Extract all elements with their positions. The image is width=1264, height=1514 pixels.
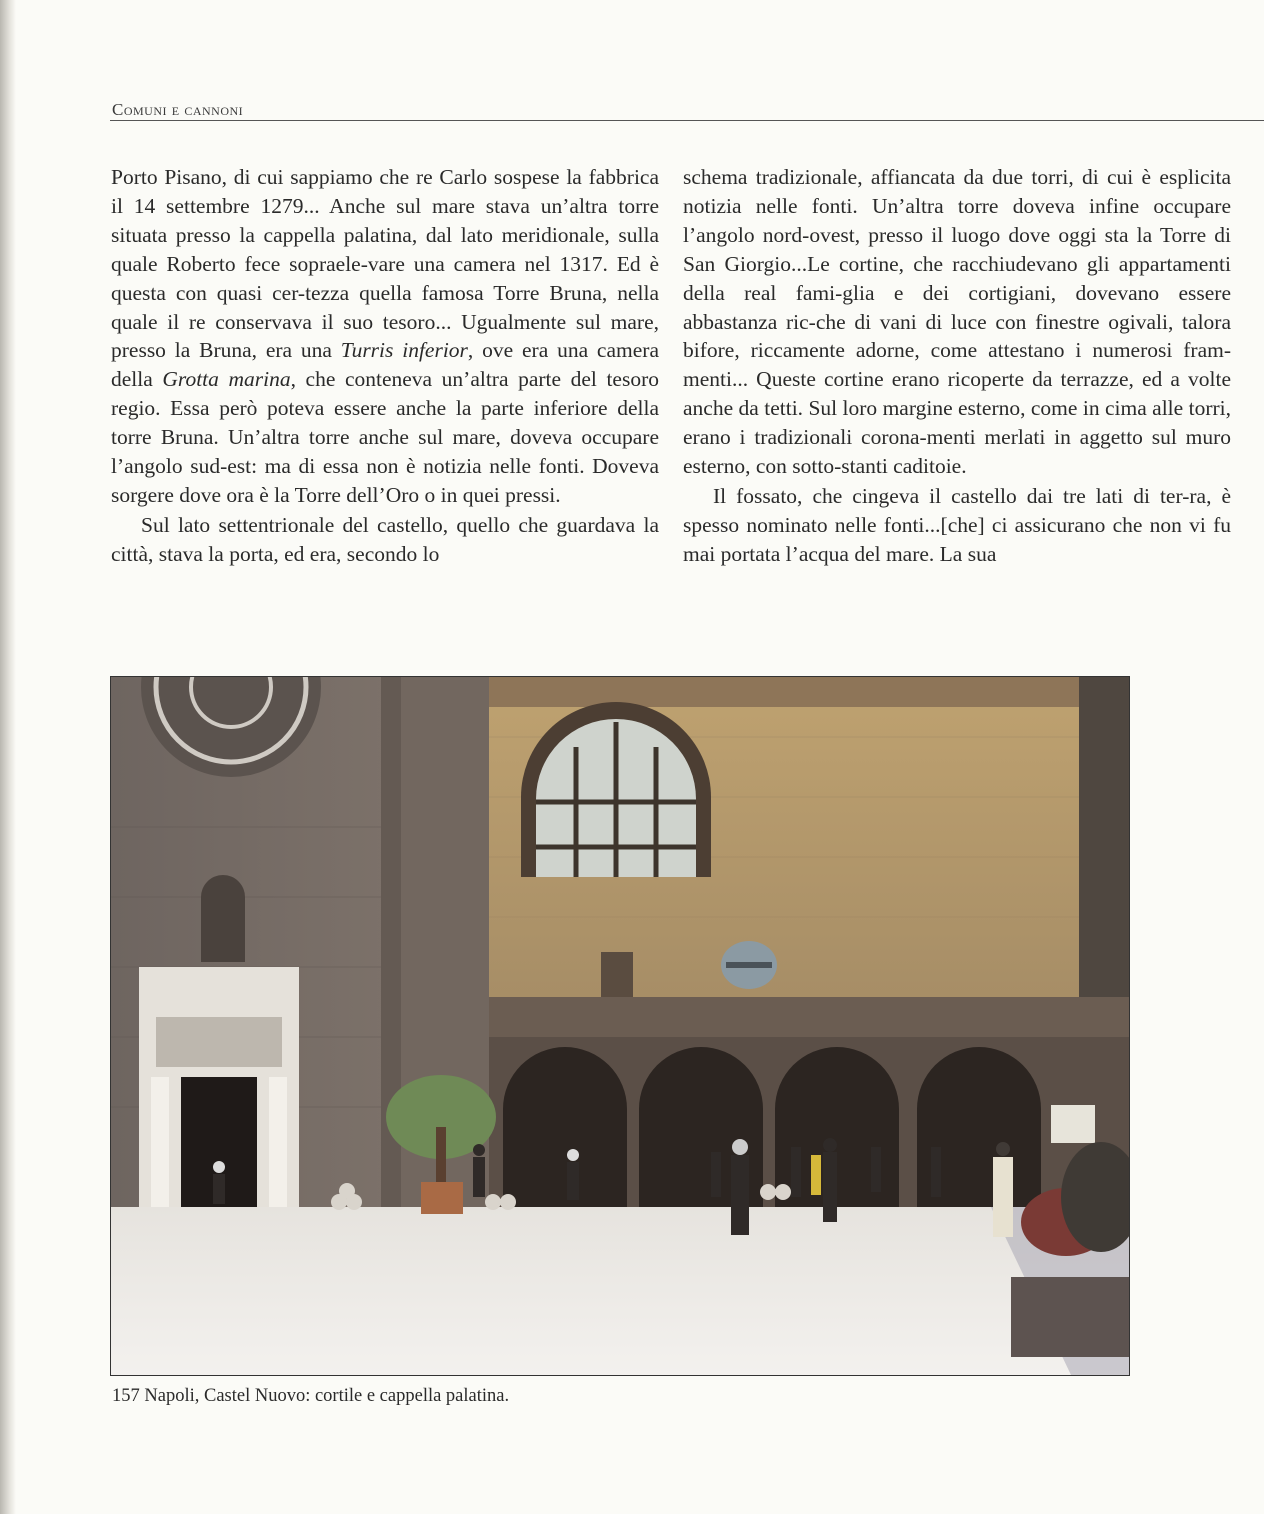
paragraph-left-1	[111, 163, 659, 510]
italic-term: Turris inferior	[340, 338, 468, 363]
italic-term: Grotta marina	[162, 367, 291, 392]
text-column-left	[111, 163, 659, 569]
paragraph-right-2: Il fossato, che cingeva il castello dai tre lati di ter-ra, è spesso nominato nelle fonti...[che] ci assicurano che non vi fu mai portata l’acqua del mare. La sua	[683, 483, 1231, 566]
running-head: Comuni e cannoni	[112, 100, 244, 119]
book-spine-shadow	[0, 0, 16, 1514]
photo-illustration	[111, 677, 1129, 1375]
paragraph-left-2: Sul lato settentrionale del castello, quello che guardava la città, stava la porta, ed era, secondo lo	[111, 512, 659, 566]
text-run: Porto Pisano, di cui sappiamo che re Carlo sospese la fabbrica il 14 settembre 1279... Anche sul mare stava un’altra torre situata presso la cappella palatina, dal lato meridionale, sulla quale Roberto fece sopraele-vare una camera nel 1317. Ed è questa con quasi cer-tezza quella famosa Torre Bruna, nella quale il re conservava il suo tesoro... Ugualmente sul mare, presso la Bruna, era una	[111, 165, 659, 363]
photo-castel-nuovo-courtyard	[110, 676, 1130, 1376]
text-run: , che conteneva un’altra parte del tesoro regio. Essa però poteva essere anche la parte inferiore della torre Bruna. Un’altra torre anche sul mare, doveva occupare l’angolo sud-est: ma di essa non è notizia nelle fonti. Doveva sorgere dove ora è la Torre dell’Oro o in quei pressi.	[111, 367, 659, 507]
text-run: , ove era una camera della	[111, 338, 659, 392]
paragraph-right-1: schema tradizionale, affiancata da due torri, di cui è esplicita notizia nelle fonti. Un’altra torre doveva infine occupare l’angolo nord-ovest, presso il luogo dove oggi sta la Torre di San Giorgio...Le cortine, che racchiudevano gli appartamenti della real fami-glia e dei cortigiani, dovevano essere abbastanza ric-che di vani di luce con finestre ogivali, talora bifore, riccamente adorne, come attestano i numerosi fram-menti... Queste cortine erano ricoperte da terrazze, ed a volte anche da tetti. Sul loro margine esterno, come in cima alle torri, erano i tradizionali corona-menti merlati in aggetto sul muro esterno, con sotto-stanti caditoie.	[683, 165, 1231, 479]
text-column-right	[683, 163, 1231, 569]
header-rule	[110, 120, 1264, 121]
figure-caption: 157 Napoli, Castel Nuovo: cortile e cappella palatina.	[112, 1386, 510, 1406]
